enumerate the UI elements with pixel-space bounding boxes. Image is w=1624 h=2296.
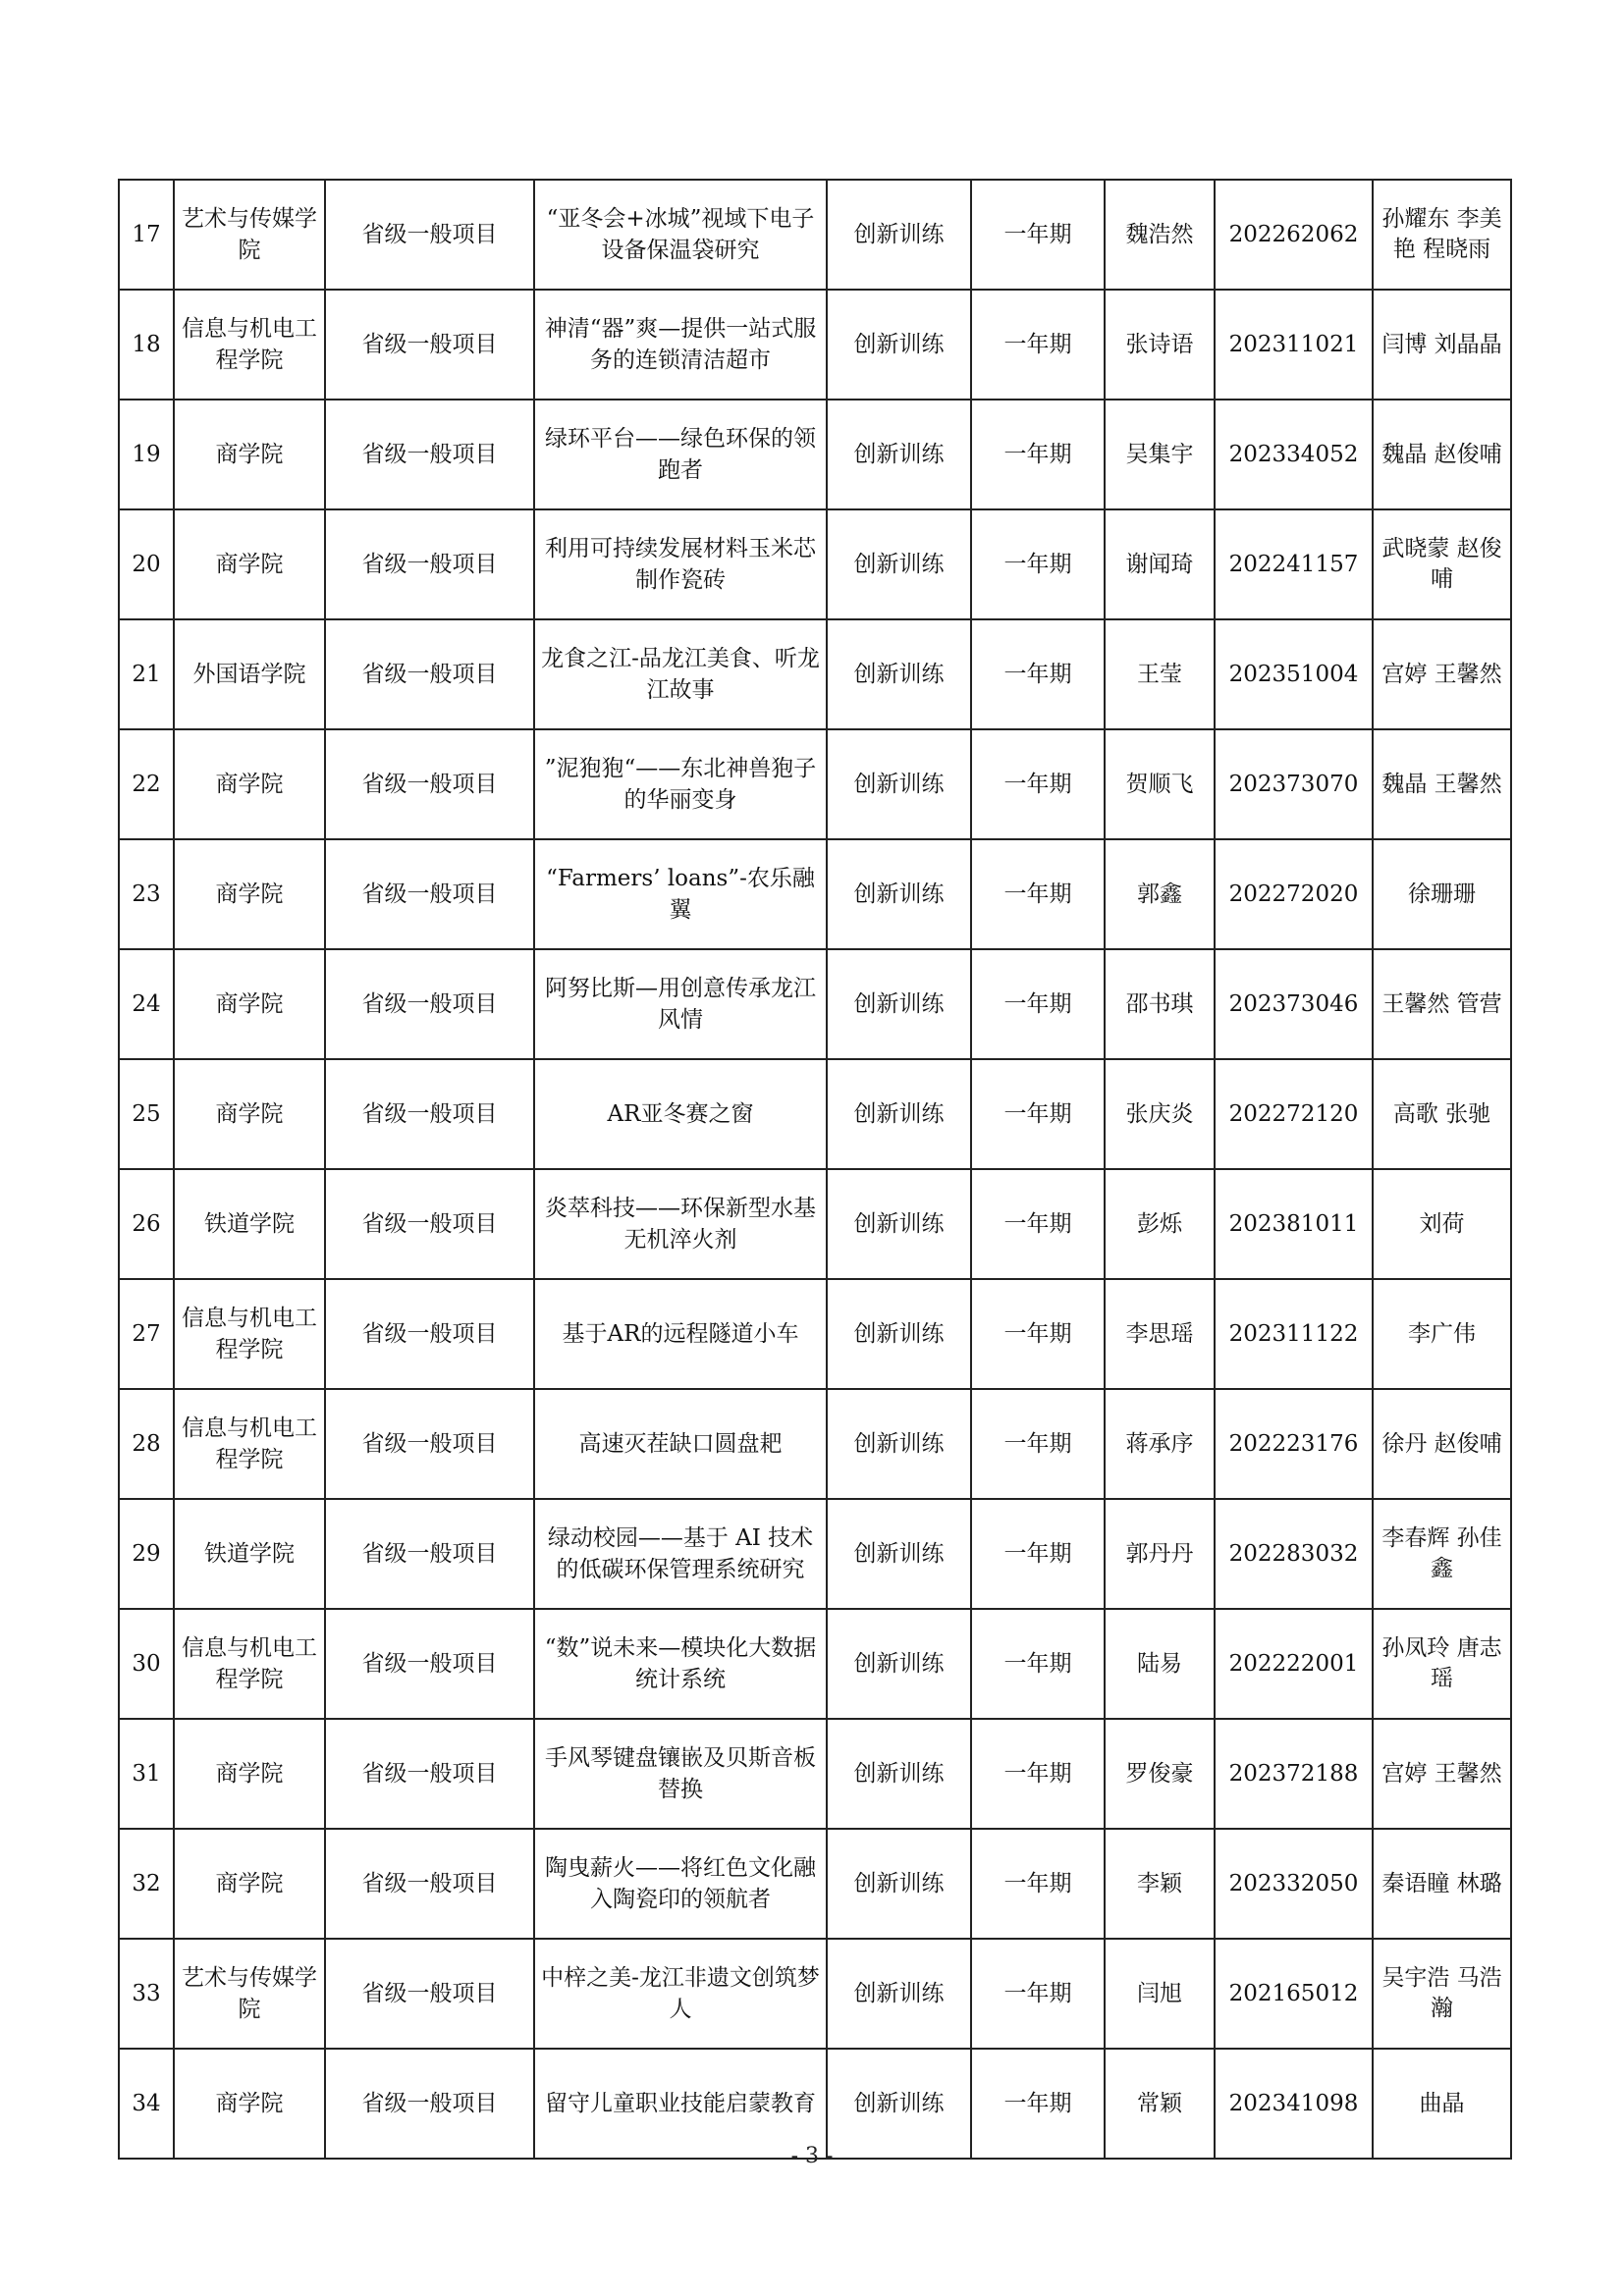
cell-period: 一年期 — [971, 2049, 1105, 2159]
cell-project-name: 手风琴键盘镶嵌及贝斯音板替换 — [534, 1719, 827, 1829]
cell-student-id: 202283032 — [1215, 1499, 1373, 1609]
cell-student-id: 202373070 — [1215, 729, 1373, 839]
cell-college: 铁道学院 — [174, 1499, 325, 1609]
cell-project-level: 省级一般项目 — [325, 1499, 534, 1609]
table-row — [119, 1499, 1511, 1609]
cell-student-id: 202341098 — [1215, 2049, 1373, 2159]
cell-period: 一年期 — [971, 949, 1105, 1059]
cell-project-type: 创新训练 — [827, 180, 971, 290]
cell-college: 商学院 — [174, 1829, 325, 1939]
cell-project-type: 创新训练 — [827, 1719, 971, 1829]
table-row — [119, 400, 1511, 509]
cell-project-level: 省级一般项目 — [325, 949, 534, 1059]
cell-college: 信息与机电工程学院 — [174, 1279, 325, 1389]
cell-teacher: 宫婷 王馨然 — [1373, 619, 1511, 729]
cell-project-level: 省级一般项目 — [325, 1829, 534, 1939]
cell-number: 32 — [119, 1829, 174, 1939]
cell-leader: 魏浩然 — [1105, 180, 1215, 290]
cell-leader: 张庆炎 — [1105, 1059, 1215, 1169]
cell-project-type: 创新训练 — [827, 1059, 971, 1169]
cell-student-id: 202334052 — [1215, 400, 1373, 509]
table-row — [119, 1279, 1511, 1389]
cell-project-type: 创新训练 — [827, 1829, 971, 1939]
cell-project-level: 省级一般项目 — [325, 1059, 534, 1169]
cell-student-id: 202311021 — [1215, 290, 1373, 400]
cell-number: 26 — [119, 1169, 174, 1279]
cell-period: 一年期 — [971, 729, 1105, 839]
cell-project-name: 利用可持续发展材料玉米芯制作瓷砖 — [534, 509, 827, 619]
cell-college: 商学院 — [174, 1059, 325, 1169]
cell-project-name: 炎萃科技——环保新型水基无机淬火剂 — [534, 1169, 827, 1279]
table-row — [119, 1939, 1511, 2049]
cell-project-type: 创新训练 — [827, 400, 971, 509]
table-row — [119, 1389, 1511, 1499]
cell-project-level: 省级一般项目 — [325, 290, 534, 400]
cell-student-id: 202351004 — [1215, 619, 1373, 729]
cell-leader: 郭鑫 — [1105, 839, 1215, 949]
cell-teacher: 刘荷 — [1373, 1169, 1511, 1279]
cell-teacher: 高歌 张驰 — [1373, 1059, 1511, 1169]
cell-number: 18 — [119, 290, 174, 400]
cell-period: 一年期 — [971, 839, 1105, 949]
cell-teacher: 宫婷 王馨然 — [1373, 1719, 1511, 1829]
cell-project-type: 创新训练 — [827, 1389, 971, 1499]
cell-project-level: 省级一般项目 — [325, 400, 534, 509]
cell-period: 一年期 — [971, 290, 1105, 400]
table-row — [119, 1829, 1511, 1939]
cell-period: 一年期 — [971, 1279, 1105, 1389]
cell-leader: 吴集宇 — [1105, 400, 1215, 509]
cell-student-id: 202262062 — [1215, 180, 1373, 290]
cell-project-level: 省级一般项目 — [325, 509, 534, 619]
cell-leader: 罗俊豪 — [1105, 1719, 1215, 1829]
cell-leader: 常颖 — [1105, 2049, 1215, 2159]
cell-project-name: 陶曳薪火——将红色文化融入陶瓷印的领航者 — [534, 1829, 827, 1939]
cell-student-id: 202381011 — [1215, 1169, 1373, 1279]
cell-leader: 邵书琪 — [1105, 949, 1215, 1059]
cell-college: 外国语学院 — [174, 619, 325, 729]
cell-period: 一年期 — [971, 1389, 1105, 1499]
cell-leader: 谢闻琦 — [1105, 509, 1215, 619]
cell-college: 信息与机电工程学院 — [174, 290, 325, 400]
cell-leader: 陆易 — [1105, 1609, 1215, 1719]
cell-project-name: AR亚冬赛之窗 — [534, 1059, 827, 1169]
cell-leader: 张诗语 — [1105, 290, 1215, 400]
cell-leader: 王莹 — [1105, 619, 1215, 729]
cell-student-id: 202373046 — [1215, 949, 1373, 1059]
cell-number: 30 — [119, 1609, 174, 1719]
cell-period: 一年期 — [971, 1719, 1105, 1829]
cell-project-name: 中梓之美-龙江非遗文创筑梦人 — [534, 1939, 827, 2049]
cell-period: 一年期 — [971, 400, 1105, 509]
cell-teacher: 闫博 刘晶晶 — [1373, 290, 1511, 400]
cell-teacher: 吴宇浩 马浩瀚 — [1373, 1939, 1511, 2049]
table-body — [119, 180, 1511, 2159]
cell-period: 一年期 — [971, 1609, 1105, 1719]
cell-leader: 郭丹丹 — [1105, 1499, 1215, 1609]
cell-leader: 闫旭 — [1105, 1939, 1215, 2049]
cell-project-name: “亚冬会+冰城”视域下电子设备保温袋研究 — [534, 180, 827, 290]
cell-teacher: 魏晶 赵俊哺 — [1373, 400, 1511, 509]
cell-project-level: 省级一般项目 — [325, 2049, 534, 2159]
cell-project-name: ”泥狍狍“——东北神兽狍子的华丽变身 — [534, 729, 827, 839]
cell-leader: 彭烁 — [1105, 1169, 1215, 1279]
cell-project-name: 阿努比斯—用创意传承龙江风情 — [534, 949, 827, 1059]
cell-student-id: 202241157 — [1215, 509, 1373, 619]
cell-project-name: “Farmers’ loans”-农乐融翼 — [534, 839, 827, 949]
cell-college: 商学院 — [174, 949, 325, 1059]
cell-project-level: 省级一般项目 — [325, 729, 534, 839]
cell-project-level: 省级一般项目 — [325, 839, 534, 949]
cell-college: 商学院 — [174, 2049, 325, 2159]
cell-project-type: 创新训练 — [827, 1169, 971, 1279]
cell-number: 29 — [119, 1499, 174, 1609]
cell-project-level: 省级一般项目 — [325, 619, 534, 729]
cell-project-level: 省级一般项目 — [325, 1609, 534, 1719]
cell-number: 34 — [119, 2049, 174, 2159]
table-row — [119, 1059, 1511, 1169]
project-table — [118, 179, 1512, 2160]
cell-project-type: 创新训练 — [827, 839, 971, 949]
cell-number: 21 — [119, 619, 174, 729]
cell-teacher: 徐丹 赵俊哺 — [1373, 1389, 1511, 1499]
cell-project-name: 绿动校园——基于 AI 技术的低碳环保管理系统研究 — [534, 1499, 827, 1609]
cell-project-level: 省级一般项目 — [325, 1719, 534, 1829]
cell-teacher: 秦语瞳 林璐 — [1373, 1829, 1511, 1939]
cell-period: 一年期 — [971, 1499, 1105, 1609]
cell-teacher: 李广伟 — [1373, 1279, 1511, 1389]
cell-period: 一年期 — [971, 619, 1105, 729]
cell-leader: 李思瑶 — [1105, 1279, 1215, 1389]
cell-project-type: 创新训练 — [827, 1609, 971, 1719]
cell-project-type: 创新训练 — [827, 619, 971, 729]
cell-teacher: 徐珊珊 — [1373, 839, 1511, 949]
cell-project-type: 创新训练 — [827, 949, 971, 1059]
cell-project-name: 神清“器”爽—提供一站式服务的连锁清洁超市 — [534, 290, 827, 400]
cell-student-id: 202272120 — [1215, 1059, 1373, 1169]
cell-student-id: 202372188 — [1215, 1719, 1373, 1829]
table-row — [119, 180, 1511, 290]
cell-project-name: 绿环平台——绿色环保的领跑者 — [534, 400, 827, 509]
cell-number: 33 — [119, 1939, 174, 2049]
cell-number: 17 — [119, 180, 174, 290]
cell-number: 24 — [119, 949, 174, 1059]
table-row — [119, 1609, 1511, 1719]
cell-student-id: 202332050 — [1215, 1829, 1373, 1939]
cell-college: 商学院 — [174, 729, 325, 839]
cell-project-type: 创新训练 — [827, 290, 971, 400]
cell-teacher: 曲晶 — [1373, 2049, 1511, 2159]
table-row — [119, 729, 1511, 839]
cell-teacher: 孙耀东 李美艳 程晓雨 — [1373, 180, 1511, 290]
cell-number: 23 — [119, 839, 174, 949]
cell-number: 27 — [119, 1279, 174, 1389]
cell-period: 一年期 — [971, 1059, 1105, 1169]
cell-project-name: 基于AR的远程隧道小车 — [534, 1279, 827, 1389]
cell-project-level: 省级一般项目 — [325, 1279, 534, 1389]
cell-student-id: 202223176 — [1215, 1389, 1373, 1499]
cell-period: 一年期 — [971, 1829, 1105, 1939]
table-row — [119, 619, 1511, 729]
cell-period: 一年期 — [971, 509, 1105, 619]
cell-student-id: 202311122 — [1215, 1279, 1373, 1389]
cell-college: 铁道学院 — [174, 1169, 325, 1279]
cell-project-type: 创新训练 — [827, 729, 971, 839]
cell-college: 商学院 — [174, 1719, 325, 1829]
table-row — [119, 1719, 1511, 1829]
cell-student-id: 202272020 — [1215, 839, 1373, 949]
cell-college: 信息与机电工程学院 — [174, 1609, 325, 1719]
cell-number: 25 — [119, 1059, 174, 1169]
cell-number: 28 — [119, 1389, 174, 1499]
cell-project-level: 省级一般项目 — [325, 1939, 534, 2049]
cell-college: 商学院 — [174, 400, 325, 509]
cell-project-type: 创新训练 — [827, 509, 971, 619]
table-row — [119, 1169, 1511, 1279]
table-row — [119, 290, 1511, 400]
page-number: - 3 - — [790, 2144, 834, 2168]
cell-teacher: 魏晶 王馨然 — [1373, 729, 1511, 839]
cell-teacher: 武晓蒙 赵俊哺 — [1373, 509, 1511, 619]
cell-student-id: 202165012 — [1215, 1939, 1373, 2049]
cell-project-type: 创新训练 — [827, 1939, 971, 2049]
cell-teacher: 孙凤玲 唐志瑶 — [1373, 1609, 1511, 1719]
cell-college: 艺术与传媒学院 — [174, 180, 325, 290]
cell-number: 22 — [119, 729, 174, 839]
cell-project-name: “数”说未来—模块化大数据统计系统 — [534, 1609, 827, 1719]
cell-college: 艺术与传媒学院 — [174, 1939, 325, 2049]
cell-college: 商学院 — [174, 509, 325, 619]
cell-project-type: 创新训练 — [827, 2049, 971, 2159]
cell-period: 一年期 — [971, 1939, 1105, 2049]
cell-project-type: 创新训练 — [827, 1279, 971, 1389]
cell-project-level: 省级一般项目 — [325, 1389, 534, 1499]
table-row — [119, 839, 1511, 949]
cell-teacher: 王馨然 管营 — [1373, 949, 1511, 1059]
table-row — [119, 509, 1511, 619]
cell-college: 信息与机电工程学院 — [174, 1389, 325, 1499]
cell-student-id: 202222001 — [1215, 1609, 1373, 1719]
cell-period: 一年期 — [971, 180, 1105, 290]
table-row — [119, 949, 1511, 1059]
cell-project-name: 留守儿童职业技能启蒙教育 — [534, 2049, 827, 2159]
cell-leader: 李颖 — [1105, 1829, 1215, 1939]
cell-period: 一年期 — [971, 1169, 1105, 1279]
cell-number: 31 — [119, 1719, 174, 1829]
cell-project-name: 龙食之江-品龙江美食、听龙江故事 — [534, 619, 827, 729]
cell-teacher: 李春辉 孙佳鑫 — [1373, 1499, 1511, 1609]
cell-college: 商学院 — [174, 839, 325, 949]
cell-project-name: 高速灭茬缺口圆盘耙 — [534, 1389, 827, 1499]
cell-number: 20 — [119, 509, 174, 619]
table-row — [119, 2049, 1511, 2159]
cell-project-type: 创新训练 — [827, 1499, 971, 1609]
cell-project-level: 省级一般项目 — [325, 1169, 534, 1279]
cell-leader: 蒋承序 — [1105, 1389, 1215, 1499]
cell-leader: 贺顺飞 — [1105, 729, 1215, 839]
cell-number: 19 — [119, 400, 174, 509]
cell-project-level: 省级一般项目 — [325, 180, 534, 290]
